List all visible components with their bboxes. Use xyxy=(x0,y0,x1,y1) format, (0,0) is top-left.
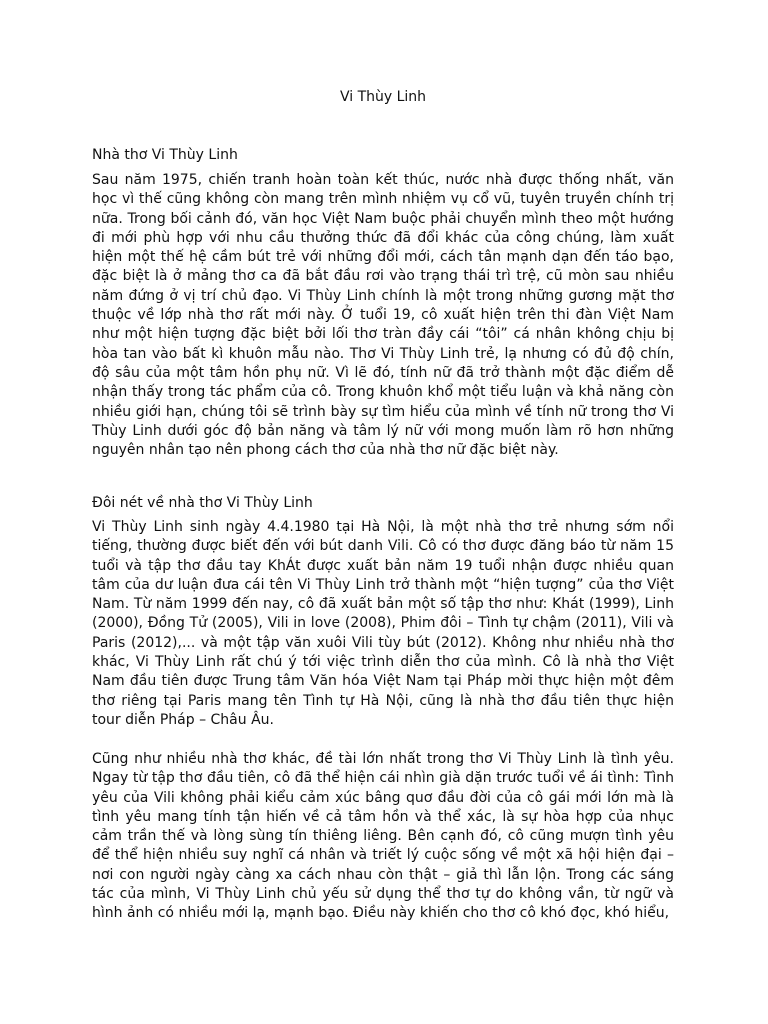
section-heading-overview: Đôi nét về nhà thơ Vi Thùy Linh xyxy=(92,495,313,511)
paragraph-intro: Sau năm 1975, chiến tranh hoàn toàn kết thúc, nước nhà được thống nhất, văn học vì thế cũng không còn mang trên mình nhiệm vụ cổ vũ, tuyên truyền chính trị nữa. Trong bối cảnh đó, văn học Việt Nam buộc phải chuyển mình theo một hướng đi mới phù hợp với nhu cầu thưởng thức đã đổi khác của công chúng, làm xuất hiện một thế hệ cầm bút trẻ với những đổi mới, cách tân mạnh dạn đến táo bạo, đặc biệt là ở mảng thơ ca đã bắt đầu rơi vào trạng thái trì trệ, cũ mòn sau nhiều năm đứng ở vị trí chủ đạo. Vi Thùy Linh chính là một trong những gương mặt thơ thuộc về lớp nhà thơ rất mới này. Ở tuổi 19, cô xuất hiện trên thi đàn Việt Nam như một hiện tượng đặc biệt bởi lối thơ tràn đầy cái “tôi” cá nhân không chịu bị hòa tan vào bất kì khuôn mẫu nào. Thơ Vi Thùy Linh trẻ, lạ nhưng có đủ độ chín, độ sâu của một tâm hồn phụ nữ. Vì lẽ đó, tính nữ đã trở thành một đặc điểm dễ nhận thấy trong tác phẩm của cô. Trong khuôn khổ một tiểu luận và khả năng còn nhiều giới hạn, chúng tôi sẽ trình bày sự tìm hiểu của mình về tính nữ trong thơ Vi Thùy Linh dưới góc độ bản năng và tâm lý nữ với mong muốn làm rõ hơn những nguyên nhân tạo nên phong cách thơ của nhà thơ nữ đặc biệt này. xyxy=(92,172,674,459)
document-page xyxy=(92,0,674,1024)
section-heading-poet: Nhà thơ Vi Thùy Linh xyxy=(92,147,238,163)
document-title: Vi Thùy Linh xyxy=(339,89,427,105)
paragraph-biography: Vi Thùy Linh sinh ngày 4.4.1980 tại Hà Nội, là một nhà thơ trẻ nhưng sớm nổi tiếng, thường được biết đến với bút danh Vili. Cô có thơ được đăng báo từ năm 15 tuổi và tập thơ đầu tay KhÁt được xuất bản năm 19 tuổi nhận được nhiều quan tâm của dư luận đưa cái tên Vi Thùy Linh trở thành một “hiện tượng” của thơ Việt Nam. Từ năm 1999 đến nay, cô đã xuất bản một số tập thơ như: Khát (1999), Linh (2000), Đồng Tử (2005), Vili in love (2008), Phim đôi – Tình tự chậm (2011), Vili và Paris (2012),... và một tập văn xuôi Vili tùy bút (2012). Không như nhiều nhà thơ khác, Vi Thùy Linh rất chú ý tới việc trình diễn thơ của mình. Cô là nhà thơ Việt Nam đầu tiên được Trung tâm Văn hóa Việt Nam tại Pháp mời thực hiện một đêm thơ riêng tại Paris mang tên Tình tự Hà Nội, cũng là nhà thơ đầu tiên thực hiện tour diễn Pháp – Châu Âu. xyxy=(92,519,674,728)
paragraph-love-theme: Cũng như nhiều nhà thơ khác, đề tài lớn nhất trong thơ Vi Thùy Linh là tình yêu. Ngay từ tập thơ đầu tiên, cô đã thể hiện cái nhìn già dặn trước tuổi về ái tình: Tình yêu của Vili không phải kiểu cảm xúc bâng quơ đầu đời của cô gái mới lớn mà là tình yêu mang tính tận hiến về cả tâm hồn và thể xác, là sự hòa hợp của nhục cảm trần thế và lòng sùng tín thiêng liêng. Bên cạnh đó, cô cũng mượn tình yêu để thể hiện nhiều suy nghĩ cá nhân và triết lý cuộc sống về một xã hội hiện đại – nơi con người ngày càng xa cách nhau còn thật – giả thì lẫn lộn. Trong các sáng tác của mình, Vi Thùy Linh chủ yếu sử dụng thể thơ tự do không vần, từ ngữ và hình ảnh có nhiều mới lạ, mạnh bạo. Điều này khiến cho thơ cô khó đọc, khó hiểu, xyxy=(92,751,674,922)
